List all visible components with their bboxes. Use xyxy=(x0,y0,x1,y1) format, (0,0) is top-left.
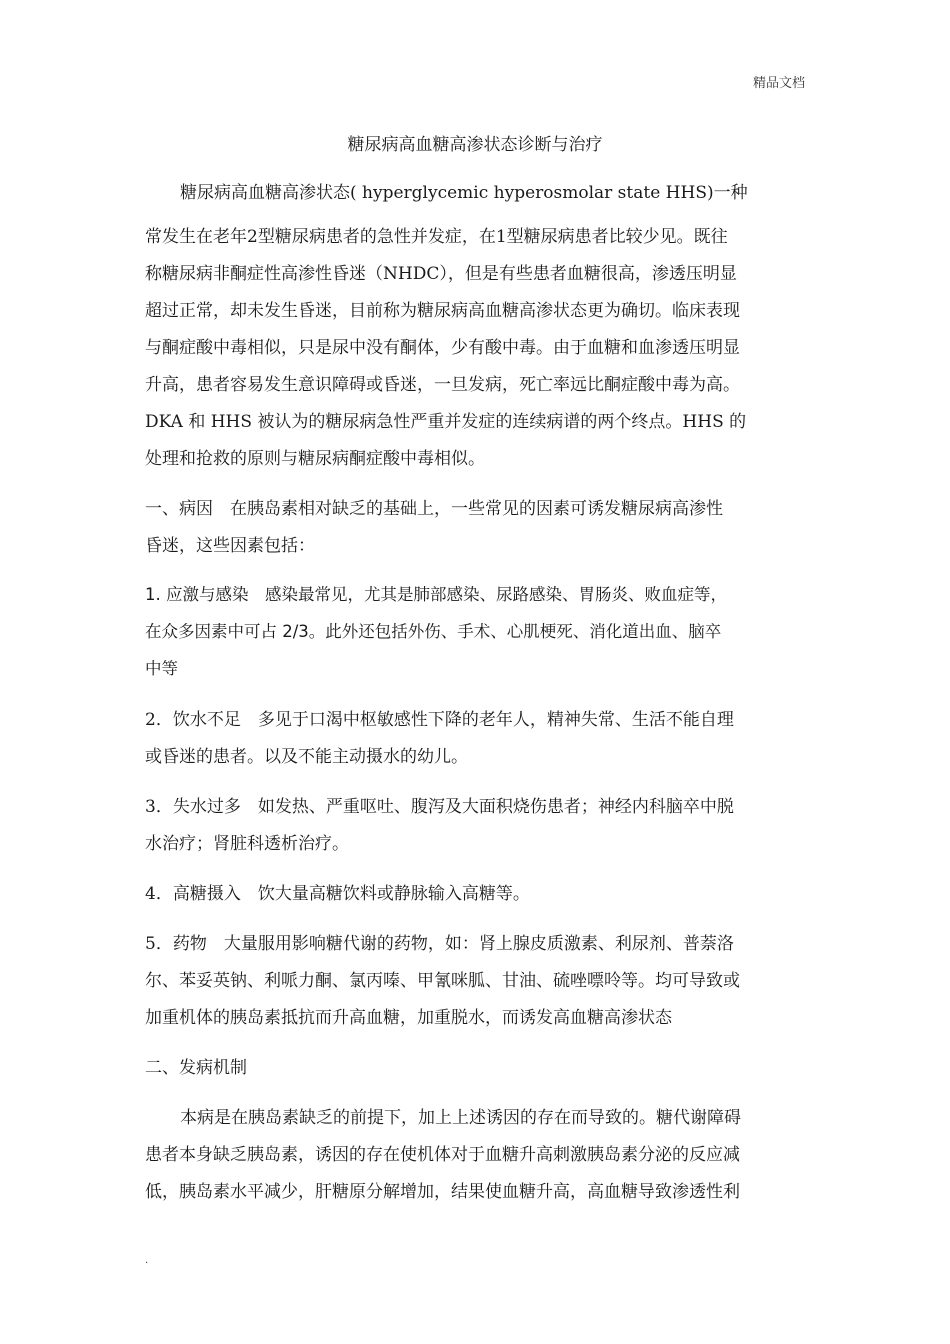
intro-line-7: DKA 和 HHS 被认为的糖尿病急性严重并发症的连续病谱的两个终点。HHS 的 xyxy=(145,412,747,432)
intro-line-2: 常发生在老年2型糖尿病患者的急性并发症，在1型糖尿病患者比较少见。既往 xyxy=(145,227,728,247)
intro-line-5: 与酮症酸中毒相似，只是尿中没有酮体，少有酸中毒。由于血糖和血渗透压明显 xyxy=(145,338,740,358)
intro-line-3: 称糖尿病非酮症性高渗性昏迷（NHDC），但是有些患者血糖很高，渗透压明显 xyxy=(145,264,737,284)
item-3-line-1: 3．失水过多 如发热、严重呕吐、腹泻及大面积烧伤患者；神经内科脑卒中脱 xyxy=(145,797,734,817)
page-header-label: 精品文档 xyxy=(752,76,805,91)
section-2-line-2: 患者本身缺乏胰岛素，诱因的存在使机体对于血糖升高刺激胰岛素分泌的反应减 xyxy=(145,1145,740,1165)
item-2-line-1: 2．饮水不足 多见于口渴中枢敏感性下降的老年人，精神失常、生活不能自理 xyxy=(145,710,734,730)
intro-line-1: 糖尿病高血糖高渗状态( hyperglycemic hyperosmolar state HHS)一种 xyxy=(180,183,748,203)
item-1-line-1: 1. 应激与感染 感染最常见，尤其是肺部感染、尿路感染、胃肠炎、败血症等， xyxy=(145,585,727,604)
item-5-line-2: 尔、苯妥英钠、利哌力酮、氯丙嗪、甲氰咪胍、甘油、硫唑嘌呤等。均可导致或 xyxy=(145,971,740,991)
section-2-heading: 二、发病机制 xyxy=(145,1058,247,1078)
section-1-line-1: 一、病因 在胰岛素相对缺乏的基础上，一些常见的因素可诱发糖尿病高渗性 xyxy=(145,499,723,519)
item-1-line-3: 中等 xyxy=(145,659,178,678)
item-5-line-1: 5．药物 大量服用影响糖代谢的药物，如：肾上腺皮质激素、利尿剂、普萘洛 xyxy=(145,934,734,954)
intro-line-4: 超过正常，却未发生昏迷，目前称为糖尿病高血糖高渗状态更为确切。临床表现 xyxy=(145,301,740,321)
item-1-line-2: 在众多因素中可占 2/3。此外还包括外伤、手术、心肌梗死、消化道出血、脑卒 xyxy=(145,622,722,641)
item-5-line-3: 加重机体的胰岛素抵抗而升高血糖，加重脱水，而诱发高血糖高渗状态 xyxy=(145,1008,672,1028)
section-2-line-1: 本病是在胰岛素缺乏的前提下，加上上述诱因的存在而导致的。糖代谢障碍 xyxy=(180,1108,741,1128)
item-3-line-2: 水治疗；肾脏科透析治疗。 xyxy=(145,834,349,854)
section-2-line-3: 低，胰岛素水平减少，肝糖原分解增加，结果使血糖升高，高血糖导致渗透性利 xyxy=(145,1182,740,1202)
intro-line-8: 处理和抢救的原则与糖尿病酮症酸中毒相似。 xyxy=(145,449,485,469)
document-title: 糖尿病高血糖高渗状态诊断与治疗 xyxy=(347,135,603,155)
section-1-line-2: 昏迷，这些因素包括： xyxy=(145,536,315,556)
footer-mark: . xyxy=(145,1255,149,1266)
intro-line-6: 升高，患者容易发生意识障碍或昏迷，一旦发病，死亡率远比酮症酸中毒为高。 xyxy=(145,375,740,395)
item-2-line-2: 或昏迷的患者。以及不能主动摄水的幼儿。 xyxy=(145,747,468,767)
item-4-line-1: 4．高糖摄入 饮大量高糖饮料或静脉输入高糖等。 xyxy=(145,884,530,904)
